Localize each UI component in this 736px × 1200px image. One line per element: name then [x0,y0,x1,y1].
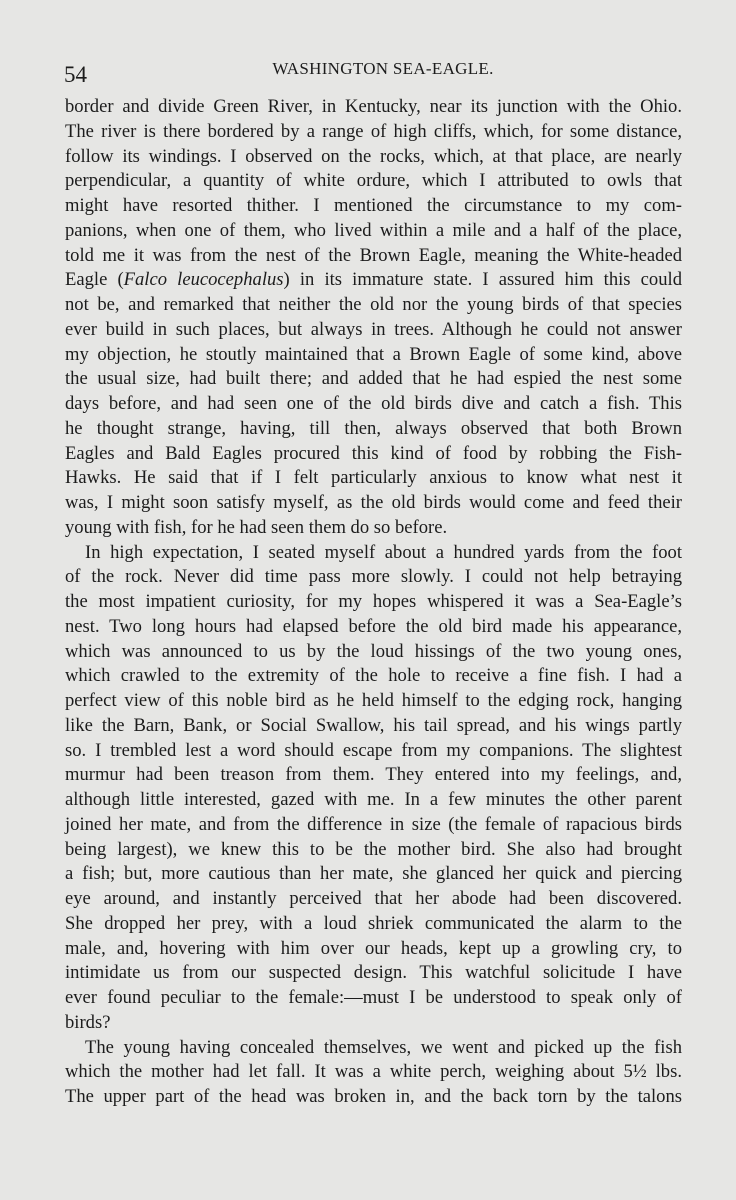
text-line: which crawled to the extremity of the hole to receive a fine fish. I had a [65,665,682,687]
text-line: told me it was from the nest of the Brown Eagle, meaning the White-headed [65,244,682,266]
text-line: birds? [65,1011,111,1033]
text-line: young with fish, for he had seen them do so before. [65,516,448,538]
text-line: which the mother had let fall. It was a white perch, weighing about 5½ lbs. [65,1061,682,1083]
text-line: murmur had been treason from them. They entered into my feelings, and, [65,764,682,786]
text-line: ever build in such places, but always in trees. Although he could not answer [65,318,682,340]
text-line: In high expectation, I seated myself about a hundred yards from the foot [85,541,682,563]
text-line: Hawks. He said that if I felt particularly anxious to know what nest it [65,467,682,489]
page-number: 54 [64,62,87,87]
text-line: a fish; but, more cautious than her mate, she glanced her quick and piercing [65,863,682,885]
text-line [65,268,682,293]
text-line: joined her mate, and from the difference in size (the female of rapacious birds [65,813,682,835]
text-line: intimidate us from our suspected design. This watchful solicitude I have [65,962,682,984]
body-text [65,95,682,1110]
text-line: not be, and remarked that neither the old nor the young birds of that species [65,294,682,315]
text-line: She dropped her prey, with a loud shriek communicated the alarm to the [65,912,682,934]
text-line: so. I trembled lest a word should escape from my companions. The slightest [65,739,682,761]
text-line: ever found peculiar to the female:—must I be understood to speak only of [65,987,682,1008]
running-title: WASHINGTON SEA-EAGLE. [272,59,494,78]
text-segment: Eagle ( [65,269,124,291]
text-line: my objection, he stoutly maintained that a Brown Eagle of some kind, above [65,343,682,365]
text-line: he thought strange, having, till then, always observed that both Brown [65,417,682,439]
text-line: although little interested, gazed with me. In a few minutes the other parent [65,789,682,810]
text-line: The young having concealed themselves, we went and picked up the fish [85,1036,682,1058]
text-line: panions, when one of them, who lived within a mile and a half of the place, [65,219,682,241]
text-line: Eagles and Bald Eagles procured this kind of food by robbing the Fish- [65,442,682,464]
text-line: which was announced to us by the loud hissings of the two young ones, [65,640,682,662]
text-line: eye around, and instantly perceived that her abode had been discovered. [65,888,682,909]
text-line: nest. Two long hours had elapsed before the old bird made his appearance, [65,615,682,637]
text-line: perfect view of this noble bird as he held himself to the edging rock, hanging [65,690,682,711]
text-line: of the rock. Never did time pass more slowly. I could not help betraying [65,566,682,588]
text-line: male, and, hovering with him over our heads, kept up a growling cry, to [65,937,682,959]
text-line: like the Barn, Bank, or Social Swallow, his tail spread, and his wings partly [65,714,682,736]
text-line: follow its windings. I observed on the rocks, which, at that place, are nearly [65,145,682,167]
text-line: The river is there bordered by a range of high cliffs, which, for some distance, [65,120,682,142]
text-line: days before, and had seen one of the old birds dive and catch a fish. This [65,393,682,414]
text-line: perpendicular, a quantity of white ordure, which I attributed to owls that [65,170,682,192]
text-line: The upper part of the head was broken in, and the back torn by the talons [65,1086,682,1107]
species-name: Falco leucocephalus [123,269,284,291]
text-segment: ) in its immature state. I assured him this could [283,269,682,291]
text-line: border and divide Green River, in Kentucky, near its junction with the Ohio. [65,96,682,117]
text-line: might have resorted thither. I mentioned the circumstance to my com- [65,195,682,216]
text-line: the most impatient curiosity, for my hopes whispered it was a Sea-Eagle’s [65,591,682,612]
text-line: the usual size, had built there; and added that he had espied the nest some [65,368,682,390]
text-line: was, I might soon satisfy myself, as the old birds would come and feed their [65,492,682,513]
text-line: being largest), we knew this to be the mother bird. She also had brought [65,838,682,860]
